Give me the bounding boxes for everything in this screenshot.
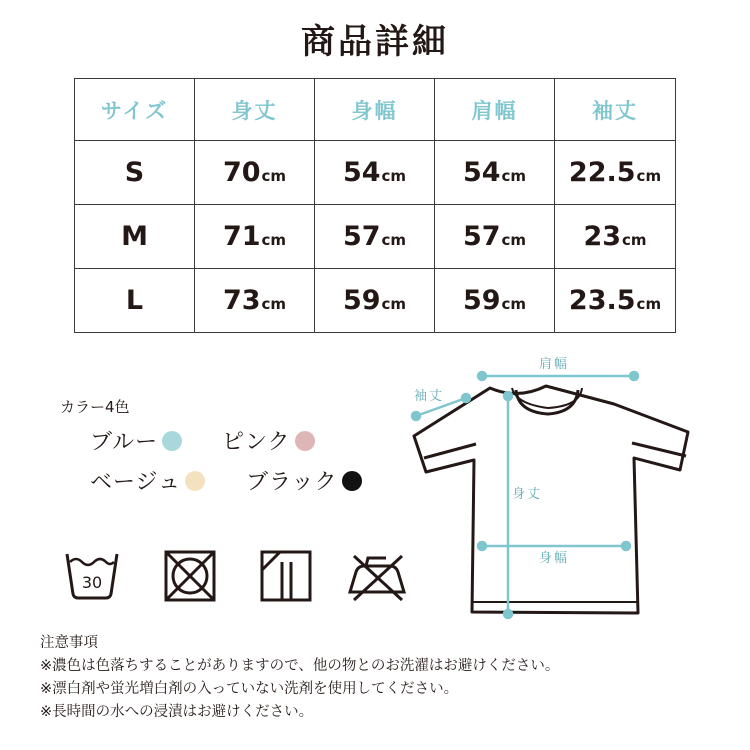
color-option-blue [90, 425, 182, 456]
right-sleeve-hem [632, 443, 686, 456]
color-option-beige [90, 465, 205, 496]
value-cell: 54cm [435, 141, 555, 205]
value-cell: 59cm [315, 269, 435, 333]
sleeve-label: 袖丈 [414, 389, 445, 404]
color-option-black [246, 465, 362, 496]
notes-title: 注意事項 [40, 635, 98, 651]
colors-label: カラー4色 [60, 398, 130, 416]
table-row [75, 269, 676, 333]
width-measure-start [478, 542, 486, 550]
header-sleeve: 袖丈 [555, 79, 676, 141]
value-cell: 57cm [315, 205, 435, 269]
tshirt-outline [414, 386, 688, 613]
color-name: ブラック [246, 470, 338, 495]
left-sleeve-hem [424, 444, 476, 458]
value-cell: 71cm [195, 205, 315, 269]
table-row [75, 205, 676, 269]
table-row [75, 141, 676, 205]
header-width: 身幅 [315, 79, 435, 141]
wash-30-icon [64, 548, 120, 604]
value-cell: 54cm [315, 141, 435, 205]
color-name: ブルー [90, 430, 159, 455]
shoulder-measure-start [478, 372, 486, 380]
shoulder-label: 肩幅 [538, 357, 570, 372]
length-measure-start [504, 392, 512, 400]
color-name: ピンク [222, 430, 291, 455]
note-line: ※長時間の水への浸漬はお避けください。 [40, 704, 314, 720]
value-cell: 57cm [435, 205, 555, 269]
shoulder-measure-end [630, 372, 638, 380]
sleeve-measure-end [462, 394, 470, 402]
header-shoulder: 肩幅 [435, 79, 555, 141]
note-line: ※濃色は色落ちすることがありますので、他の物とのお洗濯はお避けください。 [40, 658, 560, 674]
tshirt-measurement-diagram [400, 340, 700, 630]
color-swatch-black [342, 471, 362, 491]
width-label: 身幅 [538, 551, 570, 566]
value-cell: 70cm [195, 141, 315, 205]
color-swatch-blue [162, 431, 182, 451]
value-cell: 22.5cm [555, 141, 676, 205]
color-swatch-pink [295, 431, 315, 451]
no-iron-icon [346, 548, 408, 604]
size-cell: M [75, 205, 195, 269]
table-header-row [75, 79, 676, 141]
color-option-pink [222, 425, 315, 456]
size-table [74, 78, 676, 333]
width-measure-end [622, 542, 630, 550]
note-line: ※漂白剤や蛍光増白剤の入っていない洗剤を使用してください。 [40, 681, 459, 697]
value-cell: 23cm [555, 205, 676, 269]
page-title: 商品詳細 [301, 22, 449, 62]
no-tumble-dry-icon [162, 548, 218, 604]
header-length: 身丈 [195, 79, 315, 141]
value-cell: 73cm [195, 269, 315, 333]
line-dry-shade-icon [258, 548, 314, 604]
sleeve-measure-start [412, 412, 420, 420]
color-name: ベージュ [90, 470, 182, 495]
header-size: サイズ [75, 79, 195, 141]
wash-temperature: 30 [81, 573, 103, 592]
size-cell: S [75, 141, 195, 205]
notes [40, 632, 559, 724]
size-cell: L [75, 269, 195, 333]
length-measure-end [504, 610, 512, 618]
color-swatch-beige [185, 471, 205, 491]
value-cell: 23.5cm [555, 269, 676, 333]
length-label: 身丈 [512, 487, 543, 502]
value-cell: 59cm [435, 269, 555, 333]
